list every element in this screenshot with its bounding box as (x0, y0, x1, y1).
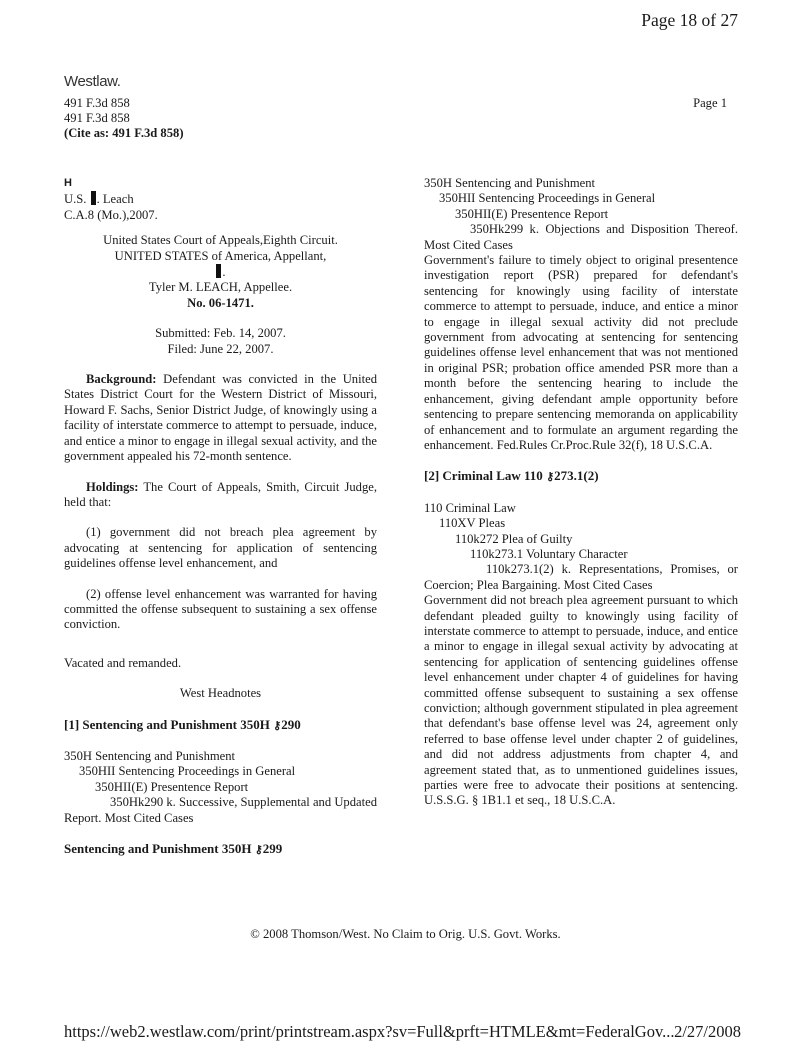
background-paragraph (64, 372, 377, 464)
key-number-icon: ⚷ (254, 844, 263, 856)
versus-dot: . (222, 265, 226, 280)
topic-line[interactable]: 110k273.1(2) k. Representations, Promises, or Coercion; Plea Bargaining. Most Cited Cases (424, 562, 738, 592)
topic-line[interactable]: 350HII(E) Presentence Report (95, 779, 249, 794)
topic-line[interactable]: 110 Criminal Law (424, 500, 516, 515)
case-caption (64, 191, 377, 207)
headnote-2-title (424, 468, 738, 485)
party-appellant: UNITED STATES of America, Appellant, (114, 248, 327, 263)
citation-line: 491 F.3d 858 (64, 96, 130, 110)
citation-line: 491 F.3d 858 (64, 111, 130, 125)
topic-line[interactable]: 110XV Pleas (439, 516, 506, 531)
holdings-text: The Court of Appeals, Smith, Circuit Judge, held that: (64, 479, 377, 509)
topic-line[interactable]: 110k273.1 Voluntary Character (470, 546, 628, 561)
holding-1: (1) government did not breach plea agreement by advocating at sentencing for application of sentencing guidelines offense level enhancement, and (64, 525, 377, 571)
page-count: Page 18 of 27 (641, 10, 738, 30)
key-number-icon: ⚷ (546, 471, 555, 484)
topic-line[interactable]: 350HII(E) Presentence Report (455, 206, 609, 221)
page-number: Page 1 (693, 96, 727, 110)
topic-line[interactable]: 350Hk290 k. Successive, Supplemental and Updated Report. Most Cited Cases (64, 795, 377, 825)
key-number[interactable]: 290 (281, 716, 301, 732)
print-url: https://web2.westlaw.com/print/printstream.aspx?sv=Full&prft=HTMLE&mt=FederalGov... (64, 1022, 675, 1041)
history-flag: H (64, 177, 72, 189)
court-short: C.A.8 (Mo.),2007. (64, 207, 158, 222)
topic-line[interactable]: 110k272 Plea of Guilty (455, 531, 573, 546)
topic-line[interactable]: 350Hk299 k. Objections and Disposition Thereof. Most Cited Cases (424, 222, 738, 252)
holdings-paragraph (64, 480, 377, 511)
topic-line[interactable]: 350H Sentencing and Punishment (64, 748, 236, 763)
copyright-footer: © 2008 Thomson/West. No Claim to Orig. U.S. Govt. Works. (250, 927, 561, 941)
citation-block (64, 96, 184, 141)
west-headnotes-heading: West Headnotes (179, 686, 262, 701)
disposition: Vacated and remanded. (64, 655, 182, 670)
headnote-2-text: Government did not breach plea agreement pursuant to which defendant pleaded guilty to knowingly using facility of interstate commerce to attempt to persuade, induce, and entice a minor to engage in illegal sexual activity by advocating at sentencing for application of sentencing guidelines offense level enhancement under chapter 4 of guidelines for having committed offense subsequent to sustaining a sex offense conviction; although government stipulated in plea agreement that defendant's base offense level was 24, agreement only referred to base offense level under chapter 2 of guidelines, and did not address adjustments from chapter 4, and agreement stated that, as to unmentioned guidelines issues, parties were free to advocate their positions at sentencing. U.S.S.G. § 1B1.1 et seq., 18 U.S.C.A. (424, 593, 739, 808)
left-column (64, 176, 377, 858)
headnote-title-text: [2] Criminal Law 110 (424, 468, 543, 484)
court-name: United States Court of Appeals,Eighth Circuit. (103, 233, 338, 248)
cite-as: (Cite as: 491 F.3d 858) (64, 126, 184, 140)
key-number[interactable]: 299 (262, 841, 283, 856)
topic-line[interactable]: 350H Sentencing and Punishment (424, 176, 596, 190)
key-number[interactable]: 273.1(2) (554, 468, 599, 484)
print-date: 2/27/2008 (674, 1022, 741, 1041)
caption-part: U.S. (64, 192, 87, 207)
holdings-label: Holdings: (86, 479, 139, 494)
topic-line[interactable]: 350HII Sentencing Proceedings in General (79, 764, 296, 779)
party-appellee: Tyler M. LEACH, Appellee. (148, 280, 293, 295)
headnote-1-text: Government's failure to timely object to original presentence investigation report (PSR) prepared for defendant's sentencing for knowingly using facility of interstate commerce to attempt to persuade, induce, and entice a minor to engage in illegal sexual activity did not preclude government from advocating at sentencing for sentencing guidelines offense level enhancement that was not mentioned in original PSR; probation office amended PSR more than a month before the sentencing hearing to include the enhancement, giving defendant ample opportunity before sentencing to prepare sentencing memoranda on applicability of enhancement and to formulate an argument regarding the enhancement. Fed.Rules Cr.Proc.Rule 32(f), 18 U.S.C.A. (424, 253, 738, 452)
right-column (424, 176, 738, 809)
docket-number: No. 06-1471. (187, 295, 254, 310)
caption-part: . Leach (96, 192, 134, 207)
versus (64, 264, 377, 280)
redaction-mark (216, 264, 221, 278)
key-number-icon: ⚷ (273, 719, 282, 732)
westlaw-logo: Westlaw. (64, 73, 121, 90)
headnote-title-text: Sentencing and Punishment 350H (64, 841, 252, 856)
background-text: Defendant was convicted in the United States District Court for the Western District of Missouri, Howard F. Sachs, Senior District Judge, of knowingly using a facility of interstate commerce to attempt to persuade, induce, and entice a minor to engage in illegal sexual activity, and the government appealed his 72-month sentence. (64, 372, 377, 464)
filed-date: Filed: June 22, 2007. (167, 341, 274, 356)
headnote-title-text: [1] Sentencing and Punishment 350H (64, 716, 270, 732)
headnote-1-title (64, 717, 377, 734)
background-label: Background: (86, 372, 157, 387)
redaction-mark (91, 191, 96, 205)
submitted-date: Submitted: Feb. 14, 2007. (155, 326, 286, 341)
topic-line[interactable]: 350HII Sentencing Proceedings in General (439, 191, 656, 206)
headnote-1b-title (64, 841, 377, 858)
holding-2: (2) offense level enhancement was warranted for having committed the offense subsequent to sustaining a sex offense conviction. (64, 586, 377, 632)
